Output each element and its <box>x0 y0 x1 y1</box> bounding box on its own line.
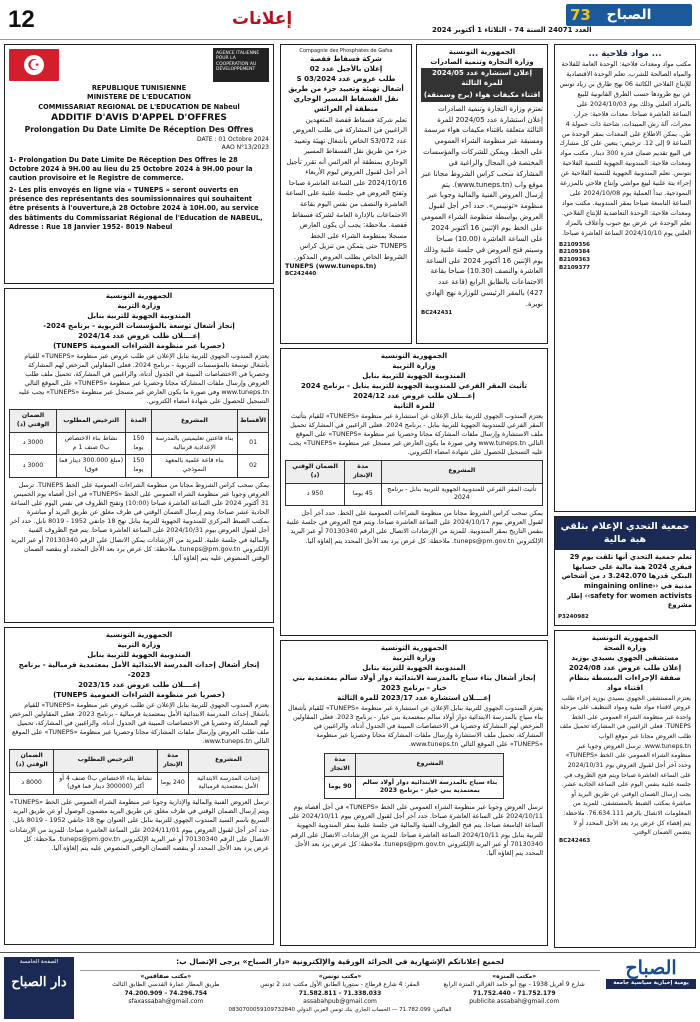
ad-code: BC242463 <box>559 837 591 844</box>
ad-commerce-consultation <box>416 44 548 344</box>
office-phones: 71.752.179 - 71.752.440 <box>472 989 556 997</box>
footer-logo-2 <box>4 957 74 1019</box>
cpg-logo: Compagnie des Phosphates de Gafsa <box>299 48 393 54</box>
heading-tender-number: طلب عروض عدد 03/2024 S <box>296 74 396 83</box>
office-phones: 74.296.754 - 74.200.909 <box>124 989 208 997</box>
ad-code: B2109377 <box>559 265 590 272</box>
office-name: «مكتب تونس» <box>318 972 362 980</box>
anniversary-badge: 73 <box>570 6 591 24</box>
heading-tender-number: إعــــلان طلب عروض عدد 2024/14 <box>78 331 200 340</box>
ad-body: تعلم شركة فسفاط قفصة المتعهدين الراغبين في المشاركة في طلب العروض عدد S3/072 الخاص بأشغال تهيئة وتعبيد جزء من طريق نقل الفسفاط المسير الوجاري بمنطقة أم العرائس أنه تقرر تأجيل آخر أجل لقبول العروض ليوم الأربعاء 2024/10/16 على الساعة العاشرة صباحا وتفتح العروض في جلسة علنية على الساعة العاشرة والنصف من نفس اليوم بقاعة الاجتماعات بالإدارة العامة لشركة فسفاط قفصة. ملاحظة: يجب أن يكون العارض مسجلا بمنظومة الشراء على الخط TUNEPS حتى يتمكن من تنزيل كراس الشروط الخاص بطلب العروض المذكور. <box>283 115 407 261</box>
footer-contacts: لجميع إعلاناتكم الإشهارية في الجرائد الورقية والإلكترونية «دار الصباح» يرجى الإتصال ب: «مكتب المنزه» شارع 9 أفريل 1938 - نهج أبو حامد الغزالي المنزه الرابع 71.752.179 - 71.752.440 publicite.assabah@gmail.com «مكتب تونس» المقر: 4 شارع قرطاج - ستوريا الطابق الأول مكتب عدد 2 تونس 71.338.033 - 71.582.811 assabahpub@gmail.com «مكتب صفاقس» طريق المطار عمارة القدسي الطابق الثالث 74.296.754 - 74.200.909 sfaxassabah@gmail.com الفاكس: 71.782.099 — الحساب الجاري بنك تونس العربي الدولي 0830700059109732840 <box>80 957 600 1019</box>
table-row <box>324 776 504 799</box>
heading-company: شركة فسفاط قفصة <box>310 55 382 64</box>
ministry-line-1: REPUBLIQUE TUNISIENNE <box>91 84 187 92</box>
cell-project: بناء قاعة علمية بالمعهد النموذجي <box>151 455 237 478</box>
cell-duration: 150 يوما <box>126 432 151 455</box>
table-row <box>10 772 269 795</box>
issue-info: العدد 24071 السنة 74 - الثلاثاء 1 أكتوبر 2024 <box>432 26 592 34</box>
heading-republic: الجمهورية التونسية <box>380 352 448 360</box>
th-project: المشروع <box>381 461 542 484</box>
cell-project: بناء قاعتين تعليميتين بالمدرسة الإعدادية قرنبالية <box>151 432 237 455</box>
ad-body: يعتزم المندوب الجهوي للتربية بنابل الإعلان عن استشارة عبر منظومة «TUNEPS» للقيام بتأثيث المقر الفرعي للمندوبية الجهوية للتربية بنابل - برنامج 2024. فعلى الراغبين في المشاركة تحميل ملف الاستشارة وإرسال ملفات المشاركة مجانا وحصريا عبر منظومة «TUNEPS» على الموقع التالي www.tuneps.tn وفي صورة ما يكون العارض غير مسجل عبر منظومة «TUNEPS» يجب عليه التسجيل للحصول على شهادة امضاء الكتروني. <box>286 411 543 456</box>
heading-republic: الجمهورية التونسية <box>380 644 448 652</box>
heading-object: اقتناء مكيفات هواء (برج وسمنقة) <box>421 90 543 102</box>
heading-tender-number: إعــــلان طلب عروض عدد 2023/15 <box>78 680 200 689</box>
ad-furnishing <box>280 348 548 636</box>
th-guarantee: الضمان الوقتي (د) <box>10 750 54 773</box>
heading-object: صفقة الإجراءات المبسطة بنظام اقتناء مواد <box>569 673 681 692</box>
ad-hospital <box>554 630 696 948</box>
project-table <box>9 749 269 795</box>
heading-republic: الجمهورية التونسية <box>448 48 516 56</box>
th-lot: الأقساط <box>238 410 269 433</box>
ad-subtitle: Prolongation Du Date Limite De Réception Des Offres <box>24 124 254 134</box>
project-table <box>285 460 543 506</box>
heading-republic: الجمهورية التونسية <box>105 631 173 639</box>
ad-additif-avis <box>4 44 274 284</box>
afd-logo: AGENCE ITALIENNE POUR LA COOPÉRATION AU DÉVELOPPEMENT <box>213 48 269 82</box>
page-header <box>0 0 700 40</box>
th-licence: الترخيص المطلوب <box>57 410 126 433</box>
heading-project: إنجاز أشغال بناء سياج بالمدرسة الابتدائية دوار أولاد سالم بمعتمدية بني خيار - برنامج 2023 <box>292 673 536 692</box>
heading-project: تأثيث المقر الفرعي للمندوبية الجهوية للتربية بنابل - برنامج 2024 <box>300 381 528 390</box>
heading-tender-number: إعــــلان طلب عروض عدد 2024/12 <box>353 391 475 400</box>
footer-credit: الحساب الجاري بنك تونس العربي الدولي 0830700059109732840 <box>228 1006 391 1013</box>
ad-footer-text: ترسل العروض الفنية والمالية والإدارية وجوبا عبر منظومة الشراء العمومي على الخط «TUNEPS» ويتم إرسال الضمان الوقتي في ظرف مغلق عن طريق البريد مضمون الوصول أو عن طريق البريد السريع باسم السيد المندوب الجهوي للتربية بنابل على العنوان نهج 18 جانفي 1952 - 8019 نابل. حدد آخر أجل لقبول العروض بيوم 2024/11/01 على الساعة العاشرة صباحا. للمزيد من الإرشادات الاتصال على الرقم 70130340 أو عبر البريد الإلكتروني tuneps@pm.gov.tn. ملاحظة: كل عرض يرد بعد الأجل المحدد أو ينقصه الضمان الوقتي المنصوص عليه يتم إلغاؤه آليا. <box>7 798 269 852</box>
footer-logo-text: الصباح <box>625 957 677 979</box>
heading-tender-number: إعلان طلب عروض عدد 2024/08 <box>568 663 682 672</box>
ad-footer-text: يمكن سحب كراس الشروط مجانا من منظومة الشراءات العمومية على الخط TUNEPS. ترسل العروض وجوبا عبر منظومة الشراء العمومي على الخط «TUNEPS» في أجل أقصاه يوم الخميس 31 أكتوبر 2024 على الساعة العاشرة صباحا (10:00) وتفتح الظروف في نفس اليوم على الساعة الحادية عشر صباحا، ويتم إرسال الضمان الوقتي في ظرف مغلق عن طريق البريد أو مباشرة بمكتب الضبط المركزي للمندوبية الجهوية للتربية بنابل نهج 18 جانفي 1952 - 8019 نابل. حدد آخر أجل لقبول العروض بيوم 2024/10/31 على الساعة العاشرة صباحا. يتم فتح الظروف الفنية والمالية في جلسة علنية. للمزيد من الإرشادات يمكن الاتصال على الرقم 70130340 أو عبر البريد الإلكتروني tuneps@pm.gov.tn. ملاحظة: كل عرض يرد بعد الأجل المحدد أو ينقصه الضمان الوقتي المنصوص عليه يتم إلغاؤه آليا. <box>8 480 269 562</box>
cell-lot: 01 <box>238 432 269 455</box>
ad-body: تعتزم وزارة التجارة وتنمية الصادرات إعلان استشارة عدد 2024/05 للمرة الثالثة متعلقة باقتناء مكيفات هواء مرسمة ومسبقة عبر منظومة الشراء العمومي على الخط، ويمكن للشركات والمؤسسات المختصة في المجال والراغبة في المشاركة سحب كراس الشروط مجانا عبر موقع واب (www.tuneps.tn). يتم إرسال العروض الفنية والمالية وجوبا عبر منظومة «تونيبس». حدد آخر أجل لقبول العروض بواسطة منظومة الشراء العمومي على الخط يوم الإثنين 16 أكتوبر 2024 على الساعة العاشرة (10.00) صباحا وسيتم فتح العروض في جلسة علنية وذلك يوم الإثنين 16 أكتوبر 2024 على الساعة العاشرة والنصف (10.30) صباحا بقاعة الاجتماعات بالطابق الرابع (قاعة عدد 427) بالمقر الرئيسي للوزارة نهج الهادي نويرة. <box>418 104 543 308</box>
ad-code: B2109356 <box>559 241 590 248</box>
section-title: إعلانات <box>232 9 293 29</box>
page-number: 12 <box>8 6 35 33</box>
heading-ministry: وزارة التربية <box>117 640 161 649</box>
column-right <box>554 44 696 948</box>
ad-code: BC242431 <box>421 309 453 316</box>
footer-tagline: يومية إخبارية سياسية جامعة <box>606 979 696 989</box>
ad-date: DATE : 01 Octobre 2024 <box>196 135 269 143</box>
heading-ministry: وزارة التربية <box>117 301 161 310</box>
footer-fax: الفاكس: 71.782.099 <box>399 1006 452 1013</box>
cell-licence: (مبلغ 300.000 دينار فما فوق) <box>57 455 126 478</box>
office-name: «مكتب المنزه» <box>492 972 537 980</box>
th-duration: مدة الإنجاز <box>157 750 188 773</box>
cell-duration: 45 يوما <box>345 483 382 506</box>
heading-consultation: إعلان استشارة عدد 2024/05 للمرة الثالثة <box>421 68 543 90</box>
heading-ministry: وزارة التجارة وتنمية الصادرات <box>430 57 534 66</box>
heading-project: إنجاز أشغال توسعة بالمؤسسات التربوية - برنامج 2024- <box>43 321 235 330</box>
logo2-text: دار الصباح <box>11 974 67 990</box>
ad-footer-text: ترسل العروض وجوبا عبر منظومة الشراء العمومي على الخط «TUNEPS» في أجل أقصاه يوم 2024/10/11 على الساعة العاشرة صباحا. حدد آخر أجل لقبول العروض بيوم 2024/10/11 على الساعة التاسعة صباحا. يتم فتح الظروف الفنية والمالية في جلسة علنية بمقر المندوبية الجهوية للتربية بنابل يوم 2024/10/11 الساعة العاشرة صباحا. للمزيد من الإرشادات الاتصال على الرقم 70130340 أو عبر البريد الإلكتروني tuneps@pm.gov.tn. ملاحظة: كل عرض يرد بعد الأجل المحدد يتم إلغاؤه آليا. <box>286 803 543 857</box>
ministry-line-3: COMMISSARIAT REGIONAL DE L'EDUCATION DE Nabeul <box>38 102 240 111</box>
cell-project: تأثيث المقر الفرعي للمندوبية الجهوية للتربية بنابل - برنامج 2024 <box>381 483 542 506</box>
th-duration: المدة <box>126 410 151 433</box>
tunisia-flag-icon <box>9 49 59 81</box>
ad-code: B2109384 <box>559 249 590 256</box>
ad-phosphate <box>280 44 412 344</box>
heading-delegation: المندوبية الجهوية للتربية بنابل <box>87 311 191 320</box>
ad-ref: AAO N°13/2023 <box>221 144 269 152</box>
office-address: المقر: 4 شارع قرطاج - ستوريا الطابق الأول مكتب عدد 2 تونس <box>260 981 420 989</box>
heading-consultation: إعــــلان استشارة عدد 2023/17 للمرة الثالثة <box>337 693 491 702</box>
column-middle <box>280 44 548 948</box>
tuneps-site: TUNEPS (www.tuneps.tn) <box>285 262 377 271</box>
cell-guarantee: 950 د <box>286 483 345 506</box>
cell-licence: نشاط بناء الاختصاص ب0 صنف 4 أو أكثر (300000 دينار فما فوق) <box>54 772 158 795</box>
office-menzah <box>428 973 600 1007</box>
table-row <box>286 483 543 506</box>
th-project: المشروع <box>356 754 504 777</box>
th-project: المشروع <box>188 750 268 773</box>
heading-tuneps: (حصريا عبر منظومة الشراءات العمومية TUNEPS) <box>53 690 225 699</box>
office-sfax <box>80 973 252 1007</box>
heading-republic: الجمهورية التونسية <box>105 292 173 300</box>
th-duration: مدة الإنجاز <box>345 461 382 484</box>
ad-item-1: 1- Prolongation Du Date Limite De Réception Des Offres le 28 Octobre 2024 à 9H.00 au lieu du 25 Octobre 2024 à 9H.00 pour la caution provisoire et le Registre de commerce. <box>9 155 253 183</box>
heading-delegation: المندوبية الجهوية للتربية بنابل <box>362 371 466 380</box>
ad-body: يعتزم المستشفى الجهوي بسيدي بوزيد إجراء طلب عروض لاقتناء مواد طبية ومواد التنظيف على مرحلة واحدة عبر منظومة الشراء العمومي على الخط TUNEPS. فعلى الراغبين في المشاركة تحميل ملف طلب العروض مجانا عبر موقع الواب www.tuneps.tn. ترسل العروض وجوبا عبر منظومة الشراء العمومي على الخط «TUNEPS» وحدد آخر أجل لقبول العروض يوم 2024/10/31 على الساعة العاشرة صباحا ويتم فتح الظروف في جلسة علنية بنفس اليوم على الساعة الحادية عشر. يجب إرسال الضمان الوقتي عن طريق البريد أو مباشرة بمكتب الضبط بالمستشفى. للمزيد من المعلومات الاتصال بالرقم 76.634.111. ملاحظة: يتم إقصاء كل عرض يرد بعد الأجل المحدد أو لا يتضمن الضمان الوقتي. <box>557 694 691 837</box>
ad-title: ADDITIF D'AVIS D'APPEL D'OFFRES <box>51 113 227 124</box>
th-project: المشروع <box>151 410 237 433</box>
donation-title: جمعية التحدي الإعلام بتلقي هبة مالية <box>555 517 695 550</box>
cell-lot: 02 <box>238 455 269 478</box>
cell-project: إحداث المدرسة الابتدائية الأمل بمعتمدية قرمبالية <box>188 772 268 795</box>
ad-item-2: 2- Les plis envoyés en ligne via « TUNEPS » seront ouverts en présence des représentants des soumissionnaires qui souhaitent être présents à l'ouverture,à 28 Octobre 2024 à 10H.00, au service des bâtiments du Commissariat Régional de l'Education de NABEUL, Adresse : Rue 18 Janvier 1952- 8019 Nabeul <box>9 185 263 232</box>
cell-licence: نشاط بناء الاختصاص ب0 صنف 1 م <box>57 432 126 455</box>
ad-code: BC242440 <box>285 271 317 278</box>
office-tunis <box>254 973 426 1007</box>
heading-delegation: المندوبية الجهوية للتربية بنابل <box>362 663 466 672</box>
agri-title: ... مواد فلاحية ... <box>588 49 662 59</box>
masthead-logo-text: الصباح <box>606 7 652 23</box>
agri-body: مكتب مواد ومعدات فلاحية: الوحدة العامة للفلاحة والمياه الصالحة للشرب. تعلم الوحدة الاقتصادية للإنتاج الفلاحي الكائنة 06 نهج طارق بن زياد تونس عن بيع طرودها حسب الطرق القانونية للبيع بالمزاد العلني وذلك يوم 2024/10/03 على الساعة العاشرة صباحا. معدات فلاحية: جرار، محراث، آلة رش المبيدات، شاحنة ذات حمولة 4 طن. يمكن الاطلاع على المعدات بمقر الوحدة من الساعة 9 إلى 12. ترخيص: يتعين على كل مشارك في البيع تقديم ضمان قدره 300 دينار. مكتب مواد ومعدات فلاحية: المندوبية الجهوية للتنمية الفلاحية بتونس. تعلم المندوبية الجهوية للتنمية الفلاحية عن إجراء بتة علنية لبيع مواشي وإنتاج فلاحي بالمزرعة النموذجية. تبدأ العملية يوم 2024/10/08 على الساعة التاسعة صباحا بمقر المندوبية. مكتب مواد ومعدات فلاحية: الوحدة التعاضدية للإنتاج الفلاحي. تعلم الوحدة عن عرض بيع حبوب وأعلاف بالمزاد العلني يوم 2024/10/10 الساعة العاشرة صباحا. <box>557 60 691 237</box>
project-table <box>324 753 505 799</box>
ad-body: يعتزم المندوب الجهوي للتربية بنابل الإعلان عن طلب عروض عبر منظومة «TUNEPS» للقيام بأشغال إحداث المدرسة الابتدائية الأمل بمعتمدية قرمبالية - برنامج 2023. فعلى المقاولين المرخص لهم المشاركة وحصريا في الاختصاصات المبينة في الجدول أدناه، والراغبين في المشاركة، تحميل ملف طلب العروض وإرسال ملفات المشاركة مجانا وحصريا عبر منظومة «TUNEPS» على الموقع التالي www.tuneps.tn. <box>7 700 269 745</box>
cell-guarantee: 8000 د <box>10 772 54 795</box>
footer-banner: لجميع إعلاناتكم الإشهارية في الجرائد الورقية والإلكترونية «دار الصباح» يرجى الإتصال ب: <box>80 957 600 971</box>
th-duration: مدة الانجاز <box>324 754 356 777</box>
logo2-tag: الصفحة الخامسة <box>19 959 59 965</box>
office-email[interactable]: assabahpub@gmail.com <box>303 998 377 1006</box>
th-licence: الترخيص المطلوب <box>54 750 158 773</box>
cell-project: بناء سياج بالمدرسة الابتدائية دوار أولاد سالم بمعتمدية بني خيار - برنامج 2023 <box>356 776 504 799</box>
lots-table <box>9 409 269 478</box>
ad-code: P3240982 <box>558 613 589 620</box>
office-name: «مكتب صفاقس» <box>140 972 192 980</box>
office-address: طريق المطار عمارة القدسي الطابق الثالث <box>112 981 220 989</box>
cell-guarantee: 3000 د <box>10 432 57 455</box>
cell-duration: 90 يوما <box>324 776 356 799</box>
heading-ministry: وزارة الصحة <box>603 643 647 652</box>
heading-object: أشغال تهيئة وتعبيد جزء من طريق نقل الفسفاط المسير الوجاري منطقة أم العرائس <box>288 84 404 113</box>
ad-tender-14 <box>4 288 274 623</box>
heading-second-time: للمرة الثانية <box>393 401 435 410</box>
masthead-logo <box>566 4 692 26</box>
ad-fence <box>280 640 548 946</box>
heading-republic: الجمهورية التونسية <box>591 634 659 642</box>
table-row <box>10 455 269 478</box>
ad-footer-text: يمكن سحب كراس الشروط مجانا من منظومة الشراءات العمومية على الخط. حدد آخر أجل لقبول العروض بيوم 2024/10/17 على الساعة العاشرة صباحا. ويتم فتح العروض في جلسة علنية بنفس التاريخ بمقر المندوبية. للمزيد من الإرشادات الاتصال على الرقم 70130340 أو عبر البريد الإلكتروني tuneps@pm.gov.tn. ملاحظة: كل عرض يرد بعد الأجل المحدد يتم إلغاؤه آليا. <box>284 509 543 545</box>
heading-ministry: وزارة التربية <box>392 653 436 662</box>
th-guarantee: الضمان الوقتي (د) <box>286 461 345 484</box>
page-footer <box>0 952 700 1022</box>
office-address: شارع 9 أفريل 1938 - نهج أبو حامد الغزالي المنزه الرابع <box>443 981 585 989</box>
ad-body: يعتزم المندوب الجهوي للتربية بنابل الإعلان عن استشارة عبر منظومة «TUNEPS» للقيام بأشغال بناء سياج بالمدرسة الابتدائية دوار أولاد سالم بمعتمدية بني خيار - برنامج 2023. فعلى المقاولين المرخص لهم المشاركة وحصريا في الاختصاصات المبينة في الجدول أدناه، والراغبين في المشاركة، تحميل ملف الاستشارة وإرسال ملفات المشاركة مجانا وحصريا عبر منظومة «TUNEPS» على الموقع التالي www.tuneps.tn. <box>285 703 543 748</box>
cell-duration: 240 يوما <box>157 772 188 795</box>
office-phones: 71.338.033 - 71.582.811 <box>298 989 382 997</box>
ministry-line-2: MINISTERE DE L'EDUCATION <box>87 93 191 102</box>
heading-project: إنجاز أشغال إحداث المدرسة الابتدائية الأمل بمعتمدية قرمبالية - برنامج 2023- <box>18 660 260 679</box>
ad-code: B2109363 <box>559 257 590 264</box>
heading-notice: إعلان بالأجيل عدد 02 <box>309 65 383 74</box>
column-left <box>4 44 274 948</box>
heading-tuneps: (حصريا عبر منظومة الشراءات العمومية TUNEPS) <box>53 341 225 350</box>
heading-hospital: مستشفى الجهوي بسيدي بوزيد <box>571 653 679 662</box>
ad-agri-materials <box>554 44 696 512</box>
heading-ministry: وزارة التربية <box>392 361 436 370</box>
footer-logo <box>606 957 696 1019</box>
donation-body: تعلم جمعية التحدي أنها تلقت يوم 29 فيفري 2024 هبة مالية على حسابها البنكي قدرها 3.242.070 د من أشخاص مدنية في ‹‹mingaining online safety for women activists›› إطار مشروع <box>559 552 692 610</box>
office-email[interactable]: publicite.assabah@gmail.com <box>469 998 560 1006</box>
ad-body: يعتزم المندوب الجهوي للتربية بنابل الإعلان عن طلب عروض عبر منظومة «TUNEPS» للقيام بأشغال توسعة بالمؤسسات التربوية - برنامج 2024. فعلى المقاولين المرخص لهم المشاركة وحصريا في الاختصاصات المبينة في الجدول أدناه، والراغبين في المشاركة، تحميل ملف طلب العروض وإرسال ملفات المشاركة مجانا وحصريا عبر منظومة «TUNEPS» على الموقع التالي www.tuneps.tn وفي صورة ما يكون العارض غير مسجل عبر منظومة «TUNEPS» يجب عليه التسجيل للحصول على شهادة امضاء الكتروني. <box>16 351 269 406</box>
office-email[interactable]: sfaxassabah@gmail.com <box>128 998 204 1006</box>
ad-donation <box>554 516 696 626</box>
ad-tender-15 <box>4 627 274 945</box>
table-row <box>10 432 269 455</box>
cell-duration: 150 يوما <box>126 455 151 478</box>
heading-delegation: المندوبية الجهوية للتربية بنابل <box>87 650 191 659</box>
th-guarantee: الضمان الوقتي (د) <box>10 410 57 433</box>
cell-guarantee: 3000 د <box>10 455 57 478</box>
